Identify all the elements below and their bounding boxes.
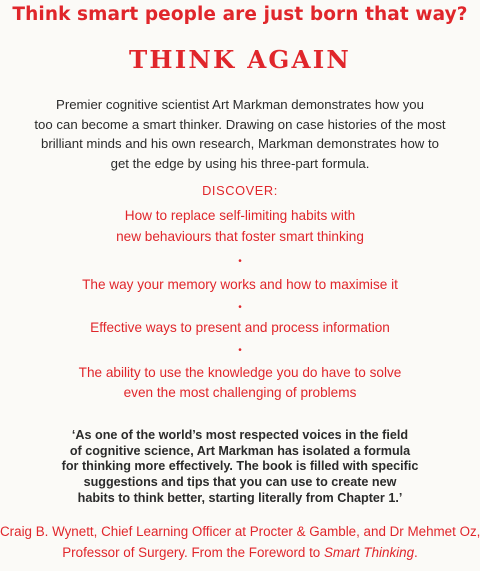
quote-line: ‘As one of the world’s most respected voices in the field — [71, 428, 409, 442]
discover-label: DISCOVER: — [202, 183, 278, 198]
attribution-line-2 — [0, 542, 480, 563]
book-title: Smart Thinking — [323, 545, 415, 560]
quote-attribution — [0, 521, 480, 563]
headline: Think smart people are just born that way? — [12, 4, 468, 25]
intro-line: Premier cognitive scientist Art Markman demonstrates how you — [56, 97, 424, 112]
attribution-line-1: Craig B. Wynett, Chief Learning Officer at Procter & Gamble, and Dr Mehmet Oz, — [0, 524, 480, 539]
attribution-suffix: . — [414, 545, 418, 560]
endorsement-quote — [20, 428, 460, 507]
quote-line: suggestions and tips that you can use to create new — [83, 475, 397, 490]
bullet-separator: • — [238, 256, 242, 267]
bullet-separator: • — [238, 302, 242, 313]
point-1-line-2: new behaviours that foster smart thinking — [116, 229, 364, 244]
bullet-separator: • — [238, 345, 242, 356]
intro-paragraph — [20, 95, 460, 173]
point-4-line-1: The ability to use the knowledge you do have to solve — [78, 365, 402, 380]
quote-line: for thinking more effectively. The book is filled with specific — [61, 459, 419, 474]
intro-line: brilliant minds and his own research, Markman demonstrates how to — [40, 136, 439, 151]
attribution-prefix: Professor of Surgery. From the Foreword to — [62, 545, 324, 560]
quote-line: of cognitive science, Art Markman has isolated a formula — [69, 443, 411, 458]
point-4-line-2: even the most challenging of problems — [123, 385, 357, 400]
intro-line: get the edge by using his three-part formula. — [110, 155, 370, 171]
page-title: THINK AGAIN — [128, 45, 352, 74]
intro-line: too can become a smart thinker. Drawing on case histories of the most — [34, 116, 446, 132]
quote-line: habits to think better, starting literally from Chapter 1.’ — [77, 490, 403, 505]
point-1-line-1: How to replace self-limiting habits with — [124, 208, 356, 223]
point-3: Effective ways to present and process information — [90, 320, 390, 335]
point-2: The way your memory works and how to maximise it — [82, 277, 398, 292]
